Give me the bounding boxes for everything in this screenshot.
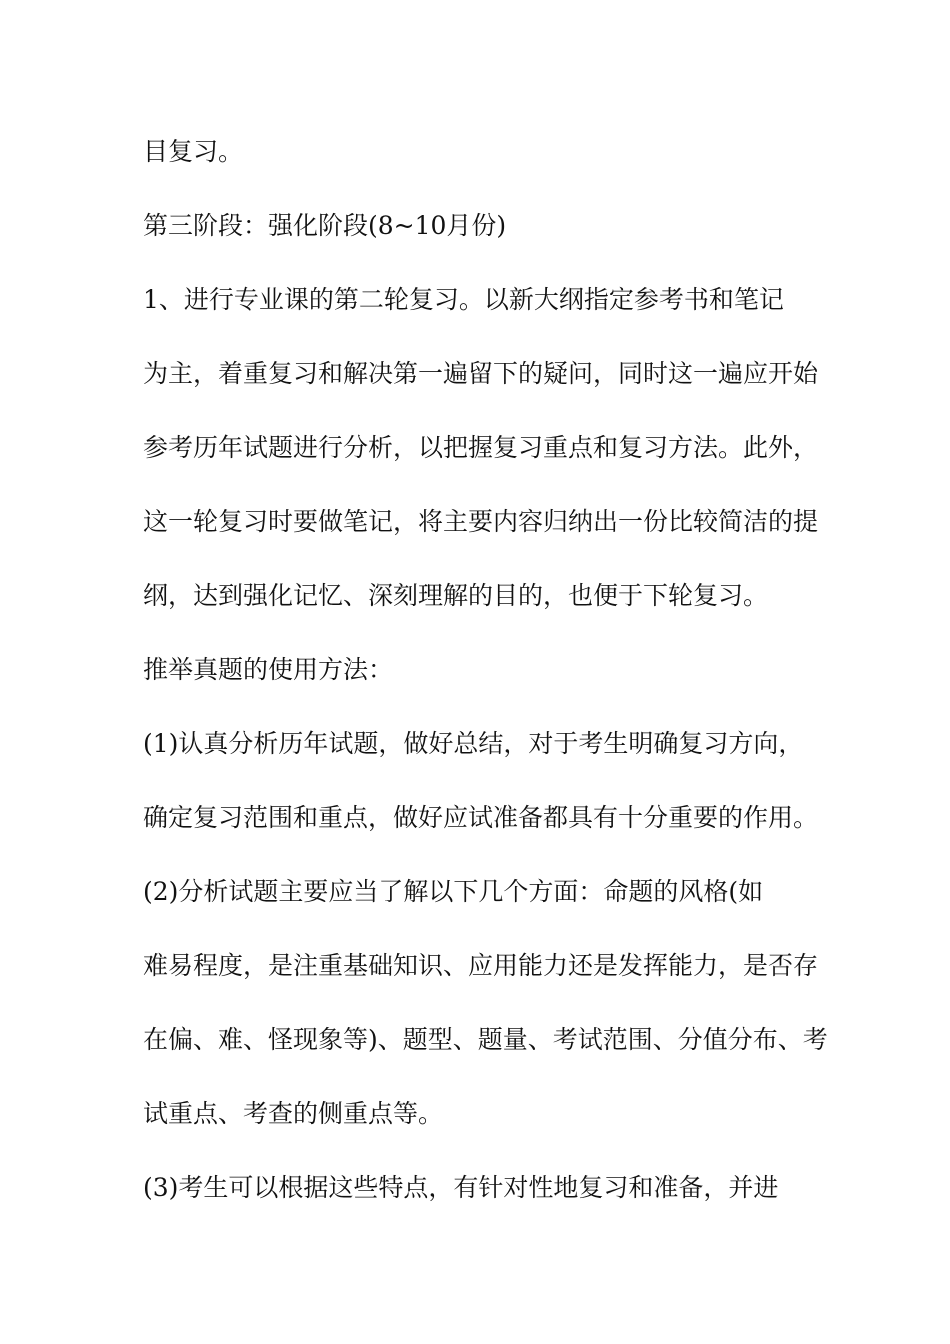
text-line: 确定复习范围和重点，做好应试准备都具有十分重要的作用。: [143, 803, 819, 832]
text-line: (1)认真分析历年试题，做好总结，对于考生明确复习方向，: [143, 729, 804, 758]
text-line: 试重点、考查的侧重点等。: [143, 1099, 444, 1128]
text-line: 参考历年试题进行分析，以把握复习重点和复习方法。此外，: [143, 433, 819, 462]
text-line: 纲，达到强化记忆、深刻理解的目的，也便于下轮复习。: [143, 581, 769, 610]
text-line: 难易程度，是注重基础知识、应用能力还是发挥能力，是否存: [143, 951, 819, 980]
text-line: 1、进行专业课的第二轮复习。以新大纲指定参考书和笔记: [143, 285, 784, 314]
text-line: 推举真题的使用方法：: [143, 655, 394, 684]
text-line: 为主，着重复习和解决第一遍留下的疑问，同时这一遍应开始: [143, 359, 819, 388]
text-line: 目复习。: [143, 137, 244, 166]
text-line: (2)分析试题主要应当了解以下几个方面：命题的风格(如: [143, 877, 764, 906]
text-line: 第三阶段：强化阶段(8~10月份): [143, 211, 507, 240]
text-line: 在偏、难、怪现象等)、题型、题量、考试范围、分值分布、考: [143, 1025, 828, 1054]
text-line: (3)考生可以根据这些特点，有针对性地复习和准备，并进: [143, 1173, 779, 1202]
text-line: 这一轮复习时要做笔记，将主要内容归纳出一份比较简洁的提: [143, 507, 819, 536]
